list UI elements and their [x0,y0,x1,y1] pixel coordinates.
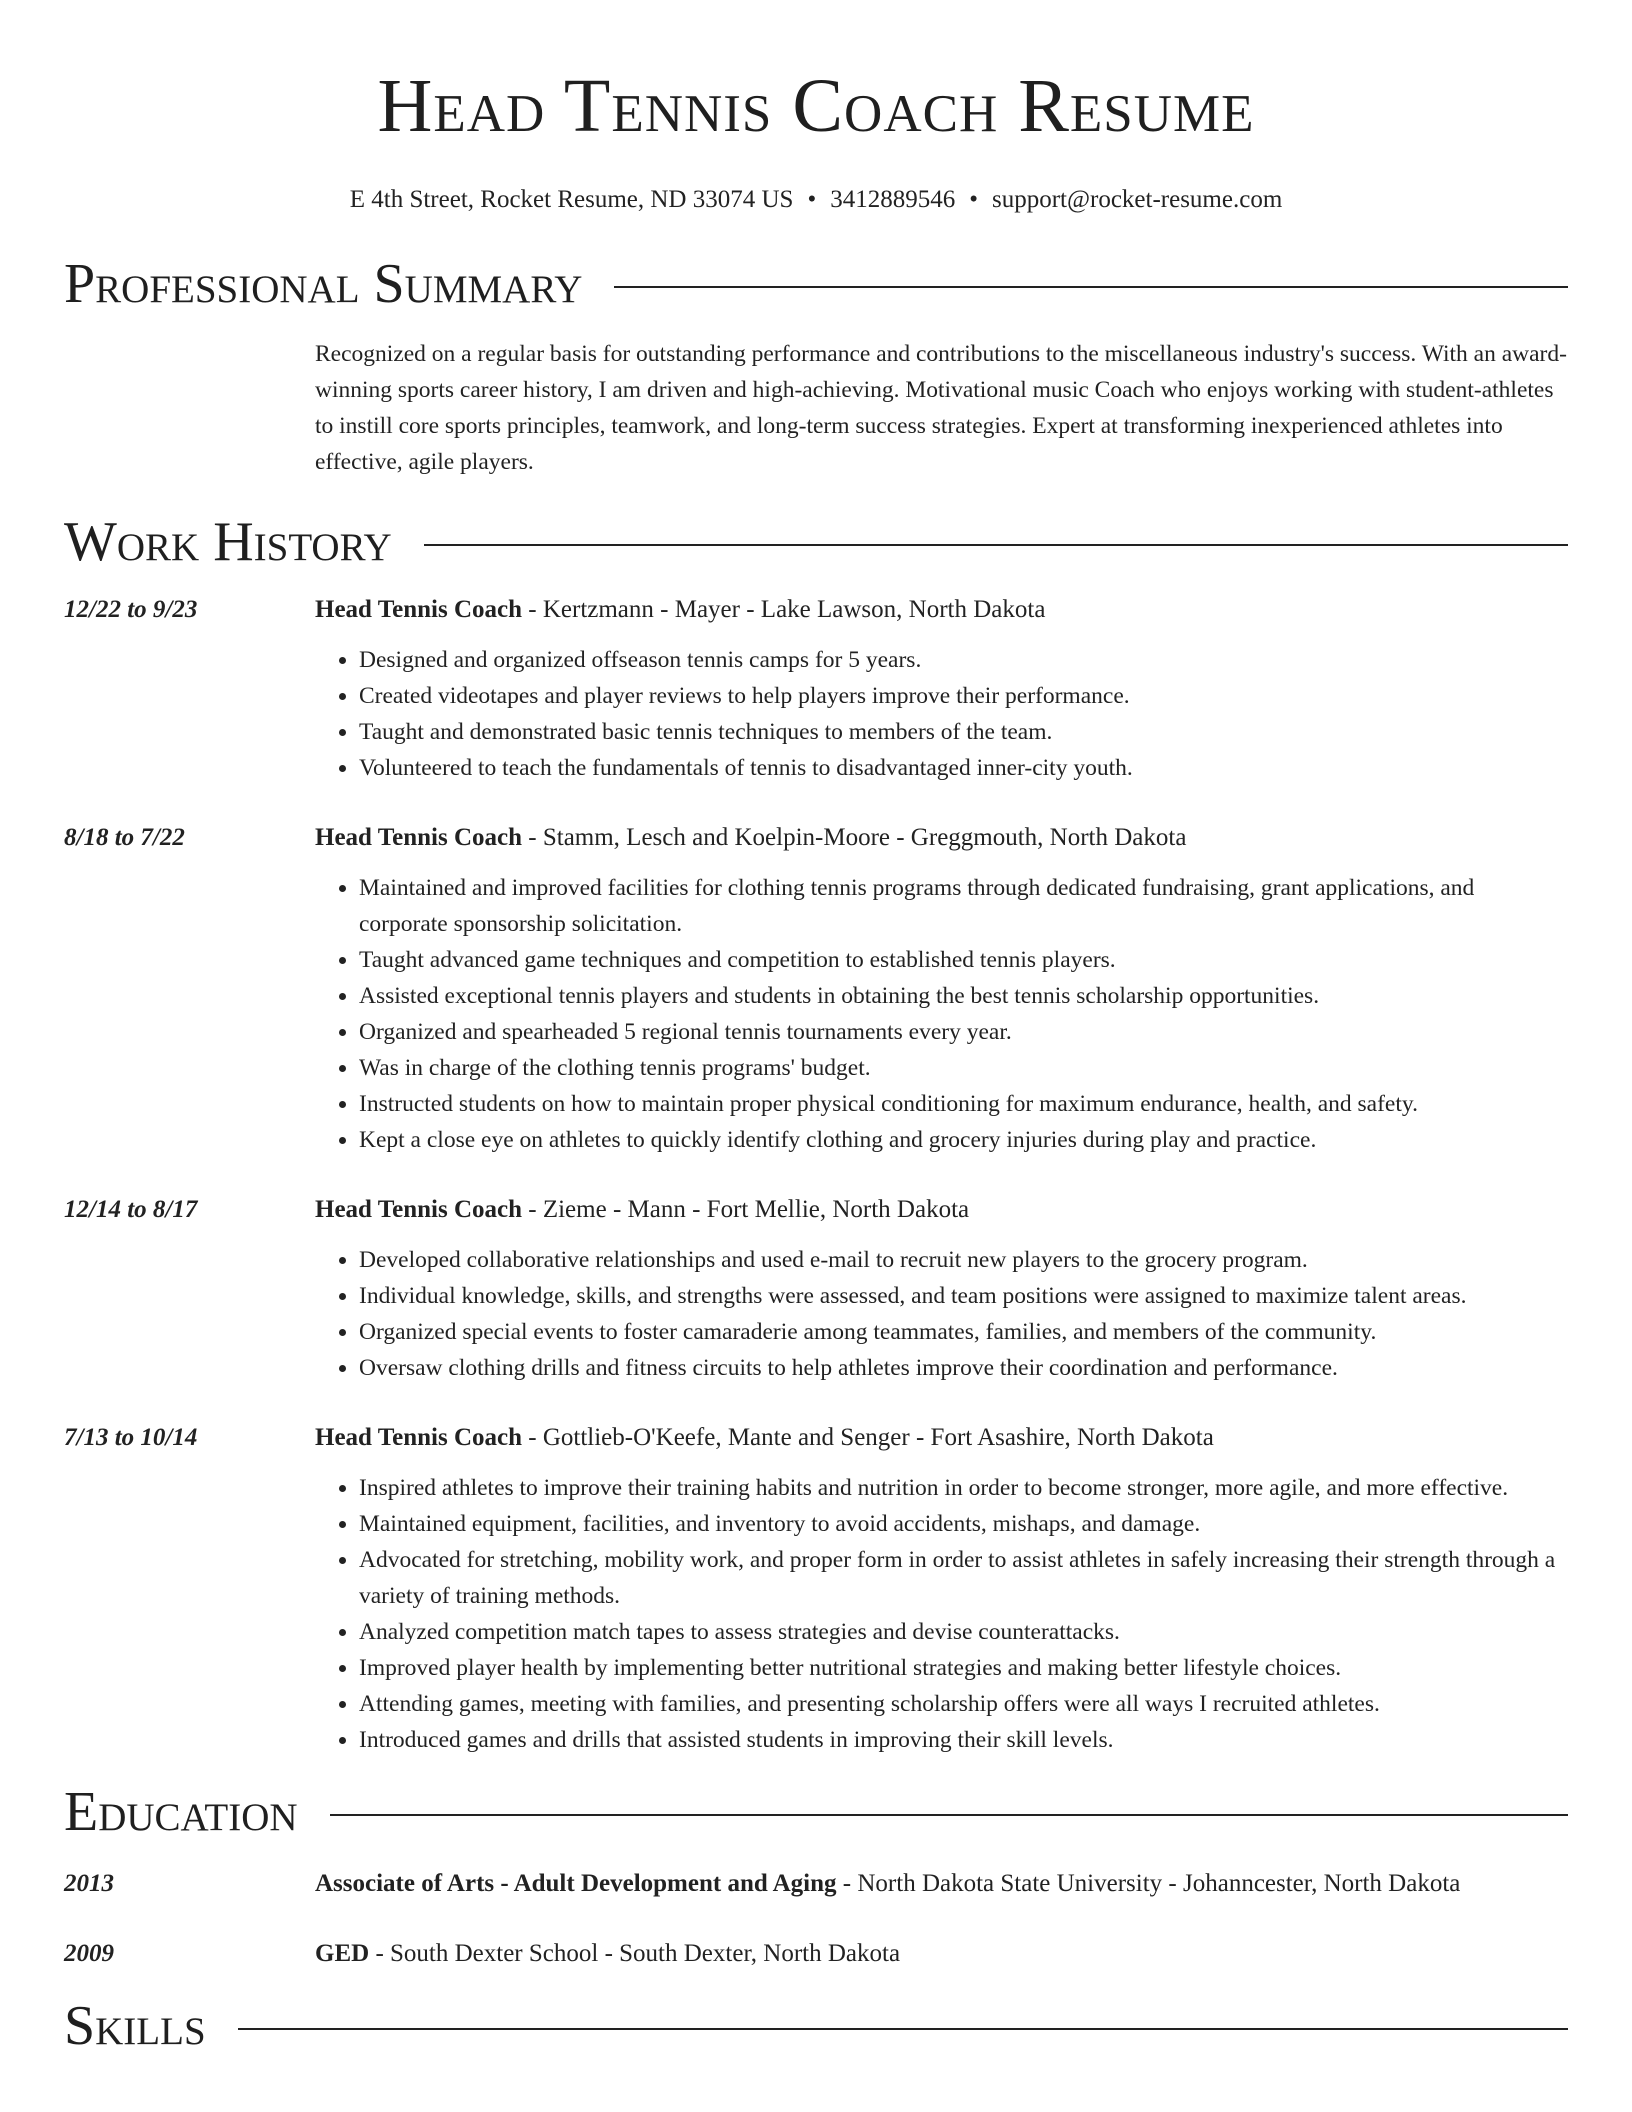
job-dates: 12/14 to 8/17 [64,1196,198,1223]
list-item: • Created videotapes and player reviews to help players improve their performance. [359,678,1568,714]
section-skills [64,1994,1568,2058]
job-details: - Stamm, Lesch and Koelpin-Moore - Greggmouth, North Dakota [522,824,1187,851]
list-item: • Organized and spearheaded 5 regional tennis tournaments every year. [359,1014,1568,1050]
section-heading: Education [64,1781,298,1843]
job-details: - Kertzmann - Mayer - Lake Lawson, North Dakota [522,596,1046,623]
list-item: • Attending games, meeting with families, and presenting scholarship offers were all ways I recruited athletes. [359,1686,1568,1722]
list-item: • Taught and demonstrated basic tennis techniques to members of the team. [359,714,1568,750]
list-item: • Was in charge of the clothing tennis programs' budget. [359,1050,1568,1086]
section-heading: Skills [64,1995,206,2057]
job-heading [315,1420,1568,1456]
list-item: • Inspired athletes to improve their training habits and nutrition in order to become stronger, more agile, and more effective. [359,1470,1568,1506]
job-entry [64,1192,1568,1386]
section-heading: Work History [64,511,392,573]
education-heading [315,1866,1568,1902]
job-bullets [315,870,1568,1158]
list-item: • Assisted exceptional tennis players and students in obtaining the best tennis scholarship opportunities. [359,978,1568,1014]
contact-email: support@rocket-resume.com [991,186,1283,213]
job-bullets [315,1470,1568,1758]
job-heading [315,592,1568,628]
list-item: • Individual knowledge, skills, and strengths were assessed, and team positions were assigned to maximize talent areas. [359,1278,1568,1314]
education-year: 2013 [64,1870,114,1897]
resume-title: Head Tennis Coach Resume [377,64,1255,148]
list-item: • Volunteered to teach the fundamentals of tennis to disadvantaged inner-city youth. [359,750,1568,786]
job-dates: 8/18 to 7/22 [64,824,185,851]
list-item: • Developed collaborative relationships and used e-mail to recruit new players to the grocery program. [359,1242,1568,1278]
list-item: • Maintained equipment, facilities, and inventory to avoid accidents, mishaps, and damage. [359,1506,1568,1542]
list-item: • Organized special events to foster camaraderie among teammates, families, and members of the community. [359,1314,1568,1350]
list-item: • Instructed students on how to maintain proper physical conditioning for maximum endurance, health, and safety. [359,1086,1568,1122]
education-entry [64,1866,1568,1902]
list-item: • Improved player health by implementing better nutritional strategies and making better lifestyle choices. [359,1650,1568,1686]
list-item: • Analyzed competition match tapes to assess strategies and devise counterattacks. [359,1614,1568,1650]
contact-address: E 4th Street, Rocket Resume, ND 33074 US [349,186,794,213]
education-details: - North Dakota State University - Johanncester, North Dakota [836,1870,1461,1897]
contact-separator: • [807,186,817,213]
job-dates: 12/22 to 9/23 [64,596,198,623]
job-entry [64,820,1568,1158]
education-degree: Associate of Arts - Adult Development and Aging [315,1870,837,1897]
list-item: • Oversaw clothing drills and fitness circuits to help athletes improve their coordination and performance. [359,1350,1568,1386]
job-bullets [315,642,1568,786]
job-title: Head Tennis Coach [315,824,523,851]
job-heading [315,820,1568,856]
job-entry [64,1420,1568,1758]
section-professional-summary [64,252,1568,316]
section-heading: Professional Summary [64,253,583,315]
education-year: 2009 [64,1940,114,1967]
section-divider [614,286,1568,288]
section-divider [330,1814,1568,1816]
contact-line [64,184,1568,216]
list-item: • Introduced games and drills that assisted students in improving their skill levels. [359,1722,1568,1758]
section-education [64,1780,1568,1844]
job-entry [64,592,1568,786]
job-title: Head Tennis Coach [315,1196,523,1223]
job-title: Head Tennis Coach [315,596,523,623]
job-bullets [315,1242,1568,1386]
list-item: • Kept a close eye on athletes to quickly identify clothing and grocery injuries during play and practice. [359,1122,1568,1158]
section-divider [424,544,1568,546]
job-details: - Gottlieb-O'Keefe, Mante and Senger - Fort Asashire, North Dakota [522,1424,1214,1451]
job-heading [315,1192,1568,1228]
summary-text: Recognized on a regular basis for outstanding performance and contributions to the miscellaneous industry's success. With an award-winning sports career history, I am driven and high-achieving. Motivational music Coach who enjoys working with student-athletes to instill core sports principles, teamwork, and long-term success strategies. Expert at transforming inexperienced athletes into effective, agile players. [315,341,1567,475]
section-work-history [64,510,1568,574]
education-heading [315,1936,1568,1972]
job-details: - Zieme - Mann - Fort Mellie, North Dakota [522,1196,970,1223]
education-details: - South Dexter School - South Dexter, North Dakota [369,1940,901,1967]
education-entry [64,1936,1568,1972]
education-degree: GED [315,1940,370,1967]
contact-separator: • [969,186,978,213]
list-item: • Maintained and improved facilities for clothing tennis programs through dedicated fundraising, grant applications, and corporate sponsorship solicitation. [359,870,1568,942]
list-item: • Designed and organized offseason tennis camps for 5 years. [359,642,1568,678]
job-title: Head Tennis Coach [315,1424,523,1451]
list-item: • Taught advanced game techniques and competition to established tennis players. [359,942,1568,978]
section-divider [238,2028,1568,2030]
list-item: • Advocated for stretching, mobility work, and proper form in order to assist athletes in safely increasing their strength through a variety of training methods. [359,1542,1568,1614]
job-dates: 7/13 to 10/14 [64,1424,198,1451]
contact-phone: 3412889546 [830,186,956,213]
